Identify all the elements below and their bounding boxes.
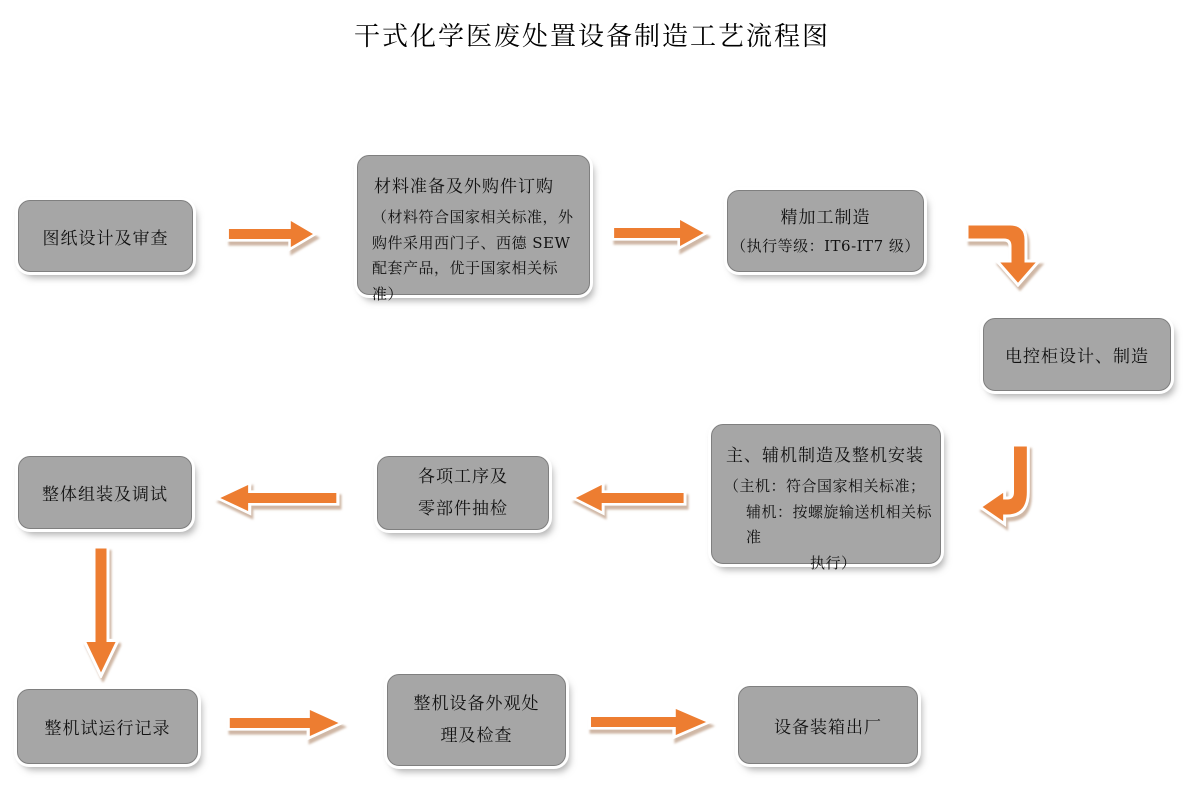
node-title: 整机试运行记录 bbox=[44, 719, 171, 739]
flow-node-trial-run-record bbox=[17, 689, 198, 764]
node-title: 材料准备及外购件订购 bbox=[374, 177, 554, 197]
node-note: （执行等级：IT6-IT7 级） bbox=[731, 236, 920, 255]
node-title-line: 各项工序及 bbox=[418, 466, 508, 487]
arrow-curve-right-down-icon bbox=[966, 215, 1046, 287]
arrow-right-icon bbox=[587, 704, 713, 740]
arrow-left-icon bbox=[570, 480, 687, 516]
flow-node-appearance-treatment bbox=[387, 674, 566, 766]
flow-node-main-aux-manufacture bbox=[711, 424, 941, 572]
node-title: 图纸设计及审查 bbox=[42, 228, 169, 249]
node-note-line: 辅机：按螺旋输送机相关标准 bbox=[746, 502, 933, 546]
node-title: 设备装箱出厂 bbox=[774, 717, 882, 738]
flow-node-overall-assembly-debug bbox=[18, 456, 192, 529]
arrow-right-icon bbox=[226, 705, 345, 741]
node-title-line: 理及检查 bbox=[440, 726, 513, 746]
node-title-line: 整机设备外观处 bbox=[413, 693, 540, 714]
flow-node-drawing-design bbox=[18, 200, 193, 272]
node-note-line: （主机：符合国家相关标准； bbox=[724, 477, 926, 495]
arrow-curve-down-left-icon bbox=[977, 444, 1052, 536]
node-note: （材料符合国家相关标准，外购件采用西门子、西德 SEW 配套产品，优于国家相关标准） bbox=[372, 208, 574, 303]
arrow-right-icon bbox=[611, 215, 709, 251]
flow-node-fine-machining bbox=[727, 190, 924, 272]
node-title: 主、辅机制造及整机安装 bbox=[726, 446, 924, 466]
flow-node-packing-shipping bbox=[738, 686, 918, 764]
flow-node-materials-purchase bbox=[357, 155, 590, 303]
arrow-right-icon bbox=[226, 216, 318, 252]
node-title: 整体组装及调试 bbox=[42, 485, 168, 505]
flow-node-control-cabinet bbox=[983, 318, 1171, 391]
arrow-left-icon bbox=[214, 480, 340, 516]
node-note-line: 执行） bbox=[810, 553, 857, 572]
node-title: 精加工制造 bbox=[780, 207, 871, 228]
arrow-down-icon bbox=[83, 546, 119, 678]
flow-node-process-inspection bbox=[377, 456, 549, 530]
node-title-line: 零部件抽检 bbox=[418, 499, 508, 519]
node-title: 电控柜设计、制造 bbox=[1005, 347, 1149, 367]
page-title: 干式化学医废处置设备制造工艺流程图 bbox=[353, 22, 830, 52]
